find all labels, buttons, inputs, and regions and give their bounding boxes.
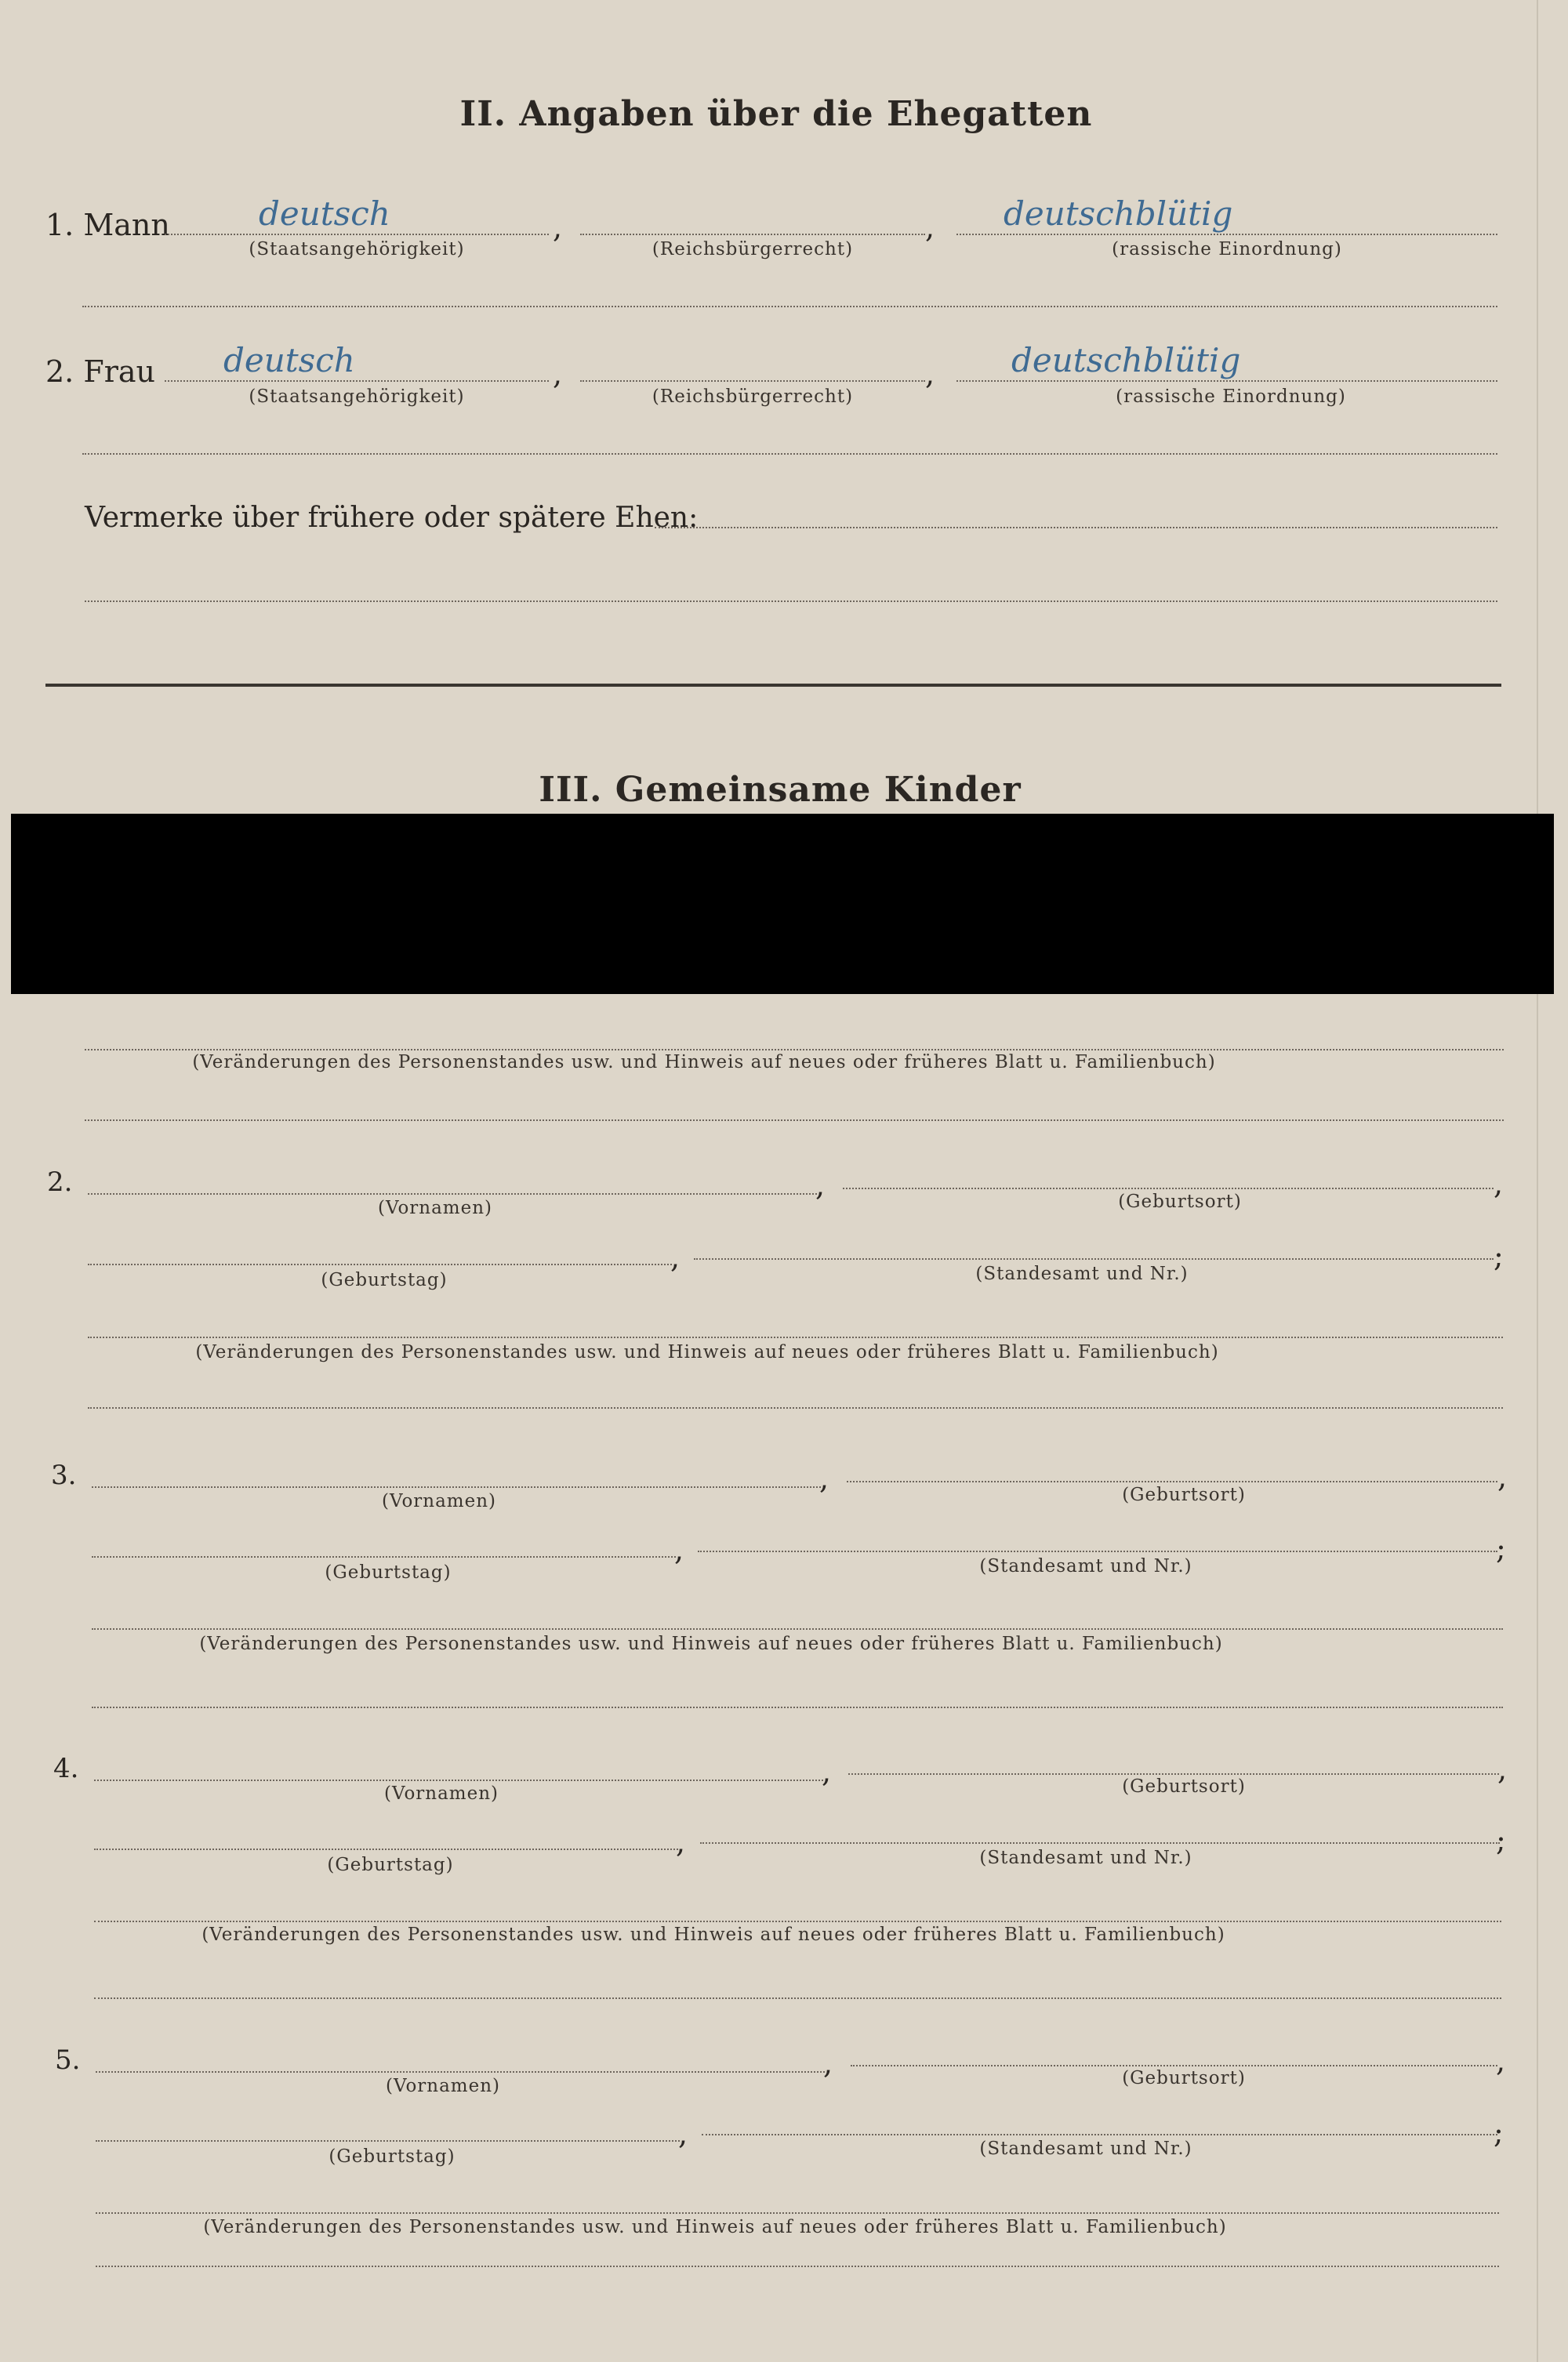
child-2-firstnames-line [88,1193,817,1195]
comma: , [925,210,935,245]
semicolon: ; [1496,1531,1506,1566]
comma: , [1494,1166,1504,1201]
child-4-registry-caption: (Standesamt und Nr.) [979,1848,1192,1868]
child-4-birthplace-caption: (Geburtsort) [1122,1776,1246,1797]
child-5-changes-caption: (Veränderungen des Personenstandes usw. und Hinweis auf neues oder früheres Blatt u. Familienbuch) [203,2217,1227,2237]
child-4-changes-caption: (Veränderungen des Personenstandes usw. und Hinweis auf neues oder früheres Blatt u. Familienbuch) [201,1925,1225,1945]
man-citizenship-line [580,234,925,235]
child-3-number: 3. [51,1460,77,1491]
child-3-firstnames-caption: (Vornamen) [381,1491,497,1511]
child-4-changes-line [94,1921,1501,1922]
child-4-birthplace-line [848,1773,1499,1775]
section-2-title: II. Angaben über die Ehegatten [459,94,1093,134]
comma: , [822,1754,832,1789]
comma: , [815,1168,826,1203]
child-5-birthday-caption: (Geburtstag) [328,2146,456,2167]
woman-nationality-caption: (Staatsangehörigkeit) [249,386,465,407]
comma: , [925,357,935,391]
child-2-registry-caption: (Standesamt und Nr.) [975,1264,1189,1284]
woman-extra-line [82,453,1497,455]
section-divider [45,684,1501,687]
comma: , [670,1240,681,1275]
child-2-birthday-line [88,1264,672,1265]
comma: , [553,357,563,391]
child-1-changes-line [85,1049,1504,1050]
comma: , [553,210,563,245]
semicolon: ; [1494,1239,1504,1273]
semicolon: ; [1494,2115,1504,2150]
child-3-birthday-caption: (Geburtstag) [325,1562,452,1583]
child-2-firstnames-caption: (Vornamen) [377,1198,493,1218]
child-4-registry-line [700,1842,1500,1844]
child-5-birthday-line [96,2140,680,2142]
comma: , [678,2117,688,2151]
child-2-birthplace-line [843,1188,1494,1189]
comma: , [676,1825,686,1859]
remarks-line-2 [85,600,1497,602]
child-2-registry-line [694,1258,1494,1260]
comma: , [1497,1460,1508,1494]
man-race-value: deutschblütig [1004,194,1233,233]
child-4-number: 4. [53,1753,79,1784]
child-3-birthday-line [92,1556,676,1558]
child-4-birthday-caption: (Geburtstag) [327,1855,454,1875]
child-4-birthday-line [94,1849,678,1850]
woman-race-line [956,380,1497,382]
woman-nationality-value: deutsch [223,341,355,379]
child-1-changes-caption: (Veränderungen des Personenstandes usw. und Hinweis auf neues oder früheres Blatt u. Familienbuch) [192,1052,1216,1072]
man-extra-line [82,306,1497,307]
child-4-extra-line [94,1997,1501,1999]
man-nationality-caption: (Staatsangehörigkeit) [249,239,465,259]
child-2-birthday-caption: (Geburtstag) [321,1270,448,1290]
child-3-birthplace-line [847,1481,1497,1482]
man-race-line [956,234,1497,235]
woman-race-caption: (rassische Einordnung) [1116,386,1346,407]
comma: , [1497,1752,1508,1787]
child-3-extra-line [92,1707,1503,1708]
child-5-registry-line [702,2134,1497,2135]
child-1-extra-line [85,1119,1504,1121]
child-4-firstnames-caption: (Vornamen) [383,1783,499,1804]
child-3-changes-line [92,1628,1503,1630]
child-5-firstnames-line [96,2071,825,2073]
child-2-birthplace-caption: (Geburtsort) [1118,1192,1242,1212]
child-3-registry-caption: (Standesamt und Nr.) [979,1556,1192,1576]
remarks-label: Vermerke über frühere oder spätere Ehen: [85,502,699,534]
redaction-block [11,814,1554,994]
man-nationality-line [165,234,549,235]
child-2-changes-line [88,1337,1503,1338]
woman-nationality-line [165,380,549,382]
child-5-changes-line [96,2212,1499,2214]
child-3-registry-line [698,1551,1497,1552]
semicolon: ; [1496,1823,1506,1857]
child-5-number: 5. [55,2045,81,2076]
child-5-birthplace-caption: (Geburtsort) [1122,2068,1246,2088]
man-race-caption: (rassische Einordnung) [1112,239,1342,259]
child-2-extra-line [88,1407,1503,1409]
child-3-firstnames-line [92,1486,821,1488]
comma: , [674,1533,684,1567]
child-5-firstnames-caption: (Vornamen) [385,2076,501,2096]
man-nationality-value: deutsch [259,194,390,233]
child-2-changes-caption: (Veränderungen des Personenstandes usw. und Hinweis auf neues oder früheres Blatt u. Familienbuch) [195,1342,1219,1362]
child-5-birthplace-line [851,2065,1497,2066]
man-label: 1. Mann [45,208,170,242]
comma: , [823,2046,833,2081]
comma: , [1496,2044,1506,2078]
child-4-firstnames-line [94,1780,823,1781]
child-3-birthplace-caption: (Geburtsort) [1122,1485,1246,1505]
woman-citizenship-line [580,380,925,382]
child-5-extra-line [96,2266,1499,2267]
woman-race-value: deutschblütig [1011,341,1241,379]
woman-citizenship-caption: (Reichsbürgerrecht) [652,386,854,407]
child-5-registry-caption: (Standesamt und Nr.) [979,2139,1192,2159]
remarks-line-1 [655,527,1497,528]
section-3-title: III. Gemeinsame Kinder [539,770,1022,810]
comma: , [819,1461,829,1496]
woman-label: 2. Frau [45,354,155,389]
child-3-changes-caption: (Veränderungen des Personenstandes usw. und Hinweis auf neues oder früheres Blatt u. Familienbuch) [199,1634,1223,1654]
man-citizenship-caption: (Reichsbürgerrecht) [652,239,854,259]
child-2-number: 2. [47,1166,73,1198]
page-edge [1537,0,1538,2362]
